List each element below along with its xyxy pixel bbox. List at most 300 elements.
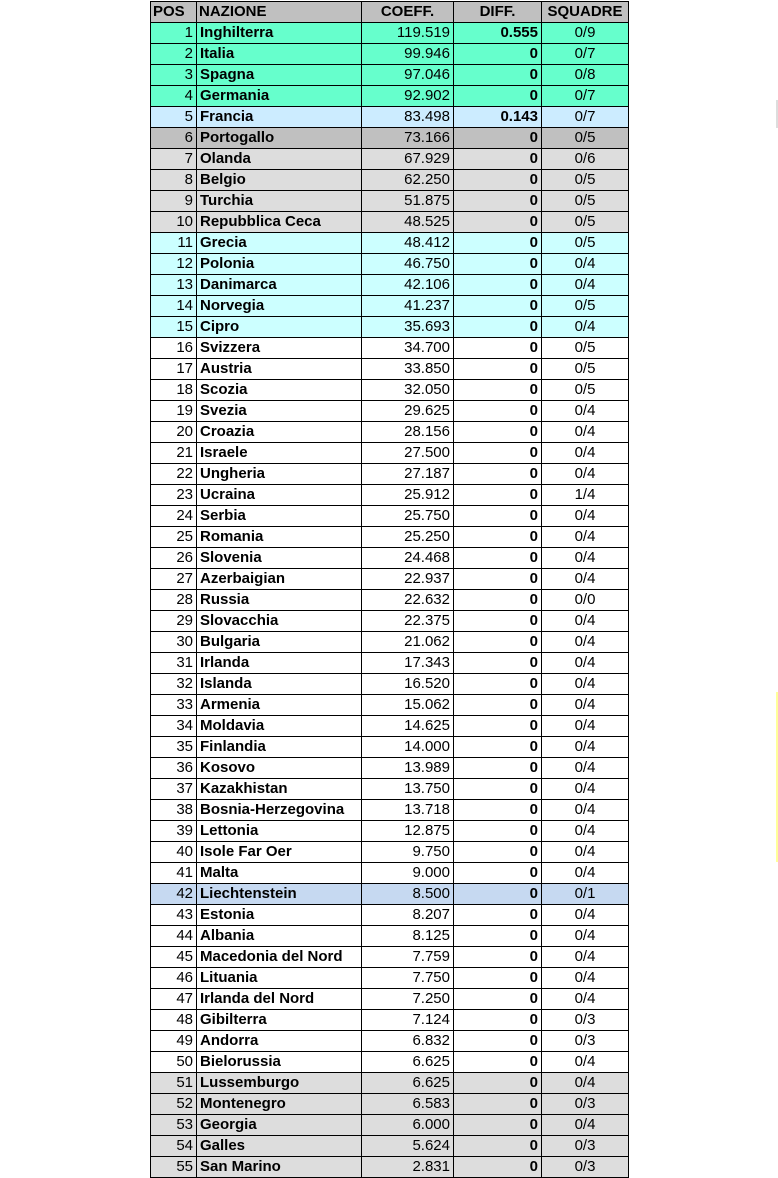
cell-nation: Gibilterra	[197, 1010, 362, 1031]
cell-diff: 0	[454, 1010, 542, 1031]
cell-diff: 0	[454, 548, 542, 569]
cell-nation: Norvegia	[197, 296, 362, 317]
cell-pos: 23	[151, 485, 197, 506]
cell-pos: 21	[151, 443, 197, 464]
cell-teams: 1/4	[542, 485, 629, 506]
cell-pos: 41	[151, 863, 197, 884]
cell-diff: 0	[454, 1031, 542, 1052]
cell-coeff: 6.583	[362, 1094, 454, 1115]
cell-teams: 0/4	[542, 401, 629, 422]
table-row	[151, 1157, 629, 1178]
table-row	[151, 1094, 629, 1115]
cell-diff: 0	[454, 1157, 542, 1178]
cell-teams: 0/4	[542, 443, 629, 464]
cell-diff: 0	[454, 884, 542, 905]
cell-nation: Kazakhistan	[197, 779, 362, 800]
cell-coeff: 8.125	[362, 926, 454, 947]
cell-nation: Andorra	[197, 1031, 362, 1052]
cell-coeff: 7.250	[362, 989, 454, 1010]
cell-nation: Danimarca	[197, 275, 362, 296]
cell-coeff: 9.750	[362, 842, 454, 863]
cell-nation: Italia	[197, 44, 362, 65]
cell-coeff: 13.750	[362, 779, 454, 800]
cell-nation: Ucraina	[197, 485, 362, 506]
table-row	[151, 926, 629, 947]
cell-teams: 0/4	[542, 569, 629, 590]
cell-coeff: 6.625	[362, 1052, 454, 1073]
table-row	[151, 23, 629, 44]
cell-nation: Islanda	[197, 674, 362, 695]
cell-diff: 0	[454, 170, 542, 191]
cell-teams: 0/4	[542, 464, 629, 485]
cell-nation: Macedonia del Nord	[197, 947, 362, 968]
cell-nation: Croazia	[197, 422, 362, 443]
cell-coeff: 6.000	[362, 1115, 454, 1136]
cell-coeff: 48.525	[362, 212, 454, 233]
cell-teams: 0/4	[542, 968, 629, 989]
cell-pos: 26	[151, 548, 197, 569]
cell-pos: 39	[151, 821, 197, 842]
cell-pos: 43	[151, 905, 197, 926]
cell-pos: 9	[151, 191, 197, 212]
cell-teams: 0/4	[542, 611, 629, 632]
cell-nation: Svezia	[197, 401, 362, 422]
header-diff: DIFF.	[454, 2, 542, 23]
table-row	[151, 212, 629, 233]
header-row	[151, 2, 629, 23]
cell-teams: 0/5	[542, 233, 629, 254]
table-row	[151, 506, 629, 527]
cell-coeff: 22.632	[362, 590, 454, 611]
cell-teams: 0/3	[542, 1031, 629, 1052]
cell-teams: 0/6	[542, 149, 629, 170]
cell-diff: 0	[454, 1115, 542, 1136]
table-row	[151, 86, 629, 107]
cell-diff: 0	[454, 968, 542, 989]
cell-coeff: 42.106	[362, 275, 454, 296]
cell-pos: 40	[151, 842, 197, 863]
table-row	[151, 233, 629, 254]
cell-teams: 0/4	[542, 947, 629, 968]
cell-coeff: 28.156	[362, 422, 454, 443]
cell-pos: 45	[151, 947, 197, 968]
cell-diff: 0.555	[454, 23, 542, 44]
cell-diff: 0	[454, 506, 542, 527]
cell-teams: 0/5	[542, 380, 629, 401]
cell-pos: 51	[151, 1073, 197, 1094]
cell-teams: 0/4	[542, 317, 629, 338]
cell-diff: 0	[454, 695, 542, 716]
cell-teams: 0/5	[542, 359, 629, 380]
cell-pos: 3	[151, 65, 197, 86]
table-row	[151, 821, 629, 842]
ranking-table	[150, 1, 629, 1178]
cell-diff: 0	[454, 149, 542, 170]
cell-coeff: 16.520	[362, 674, 454, 695]
cell-diff: 0	[454, 1136, 542, 1157]
table-row	[151, 401, 629, 422]
cell-teams: 0/4	[542, 1073, 629, 1094]
table-row	[151, 1052, 629, 1073]
table-row	[151, 674, 629, 695]
cell-nation: Lettonia	[197, 821, 362, 842]
cell-pos: 52	[151, 1094, 197, 1115]
cell-teams: 0/4	[542, 674, 629, 695]
cell-teams: 0/4	[542, 821, 629, 842]
cell-coeff: 32.050	[362, 380, 454, 401]
cell-diff: 0	[454, 191, 542, 212]
cell-diff: 0	[454, 296, 542, 317]
cell-diff: 0	[454, 1073, 542, 1094]
cell-pos: 17	[151, 359, 197, 380]
table-row	[151, 296, 629, 317]
table-row	[151, 464, 629, 485]
cell-diff: 0	[454, 401, 542, 422]
cell-coeff: 22.375	[362, 611, 454, 632]
cell-teams: 0/5	[542, 191, 629, 212]
cell-teams: 0/4	[542, 905, 629, 926]
cell-teams: 0/7	[542, 107, 629, 128]
cell-diff: 0	[454, 380, 542, 401]
cell-pos: 48	[151, 1010, 197, 1031]
cell-diff: 0	[454, 779, 542, 800]
cell-pos: 53	[151, 1115, 197, 1136]
cell-coeff: 48.412	[362, 233, 454, 254]
cell-pos: 18	[151, 380, 197, 401]
cell-pos: 54	[151, 1136, 197, 1157]
cell-diff: 0	[454, 758, 542, 779]
cell-pos: 32	[151, 674, 197, 695]
cell-pos: 37	[151, 779, 197, 800]
cell-nation: Russia	[197, 590, 362, 611]
cell-pos: 19	[151, 401, 197, 422]
table-row	[151, 107, 629, 128]
cell-coeff: 51.875	[362, 191, 454, 212]
cell-pos: 11	[151, 233, 197, 254]
cell-pos: 13	[151, 275, 197, 296]
cell-pos: 35	[151, 737, 197, 758]
cell-pos: 1	[151, 23, 197, 44]
cell-coeff: 7.750	[362, 968, 454, 989]
table-row	[151, 1073, 629, 1094]
cell-nation: Montenegro	[197, 1094, 362, 1115]
cell-nation: Polonia	[197, 254, 362, 275]
cell-diff: 0	[454, 1052, 542, 1073]
cell-coeff: 33.850	[362, 359, 454, 380]
table-row	[151, 338, 629, 359]
cell-coeff: 21.062	[362, 632, 454, 653]
cell-pos: 16	[151, 338, 197, 359]
cell-coeff: 2.831	[362, 1157, 454, 1178]
cell-teams: 0/4	[542, 275, 629, 296]
cell-nation: Olanda	[197, 149, 362, 170]
cell-nation: Lussemburgo	[197, 1073, 362, 1094]
cell-teams: 0/3	[542, 1010, 629, 1031]
cell-coeff: 27.187	[362, 464, 454, 485]
cell-diff: 0	[454, 821, 542, 842]
table-row	[151, 1136, 629, 1157]
cell-nation: Romania	[197, 527, 362, 548]
cell-coeff: 34.700	[362, 338, 454, 359]
table-row	[151, 1115, 629, 1136]
cell-teams: 0/4	[542, 527, 629, 548]
cell-teams: 0/7	[542, 44, 629, 65]
table-row	[151, 989, 629, 1010]
table-row	[151, 1010, 629, 1031]
cell-diff: 0	[454, 86, 542, 107]
cell-coeff: 119.519	[362, 23, 454, 44]
cell-teams: 0/4	[542, 1115, 629, 1136]
cell-diff: 0	[454, 233, 542, 254]
cell-nation: Svizzera	[197, 338, 362, 359]
table-row	[151, 611, 629, 632]
cell-diff: 0	[454, 359, 542, 380]
cell-pos: 36	[151, 758, 197, 779]
cell-coeff: 92.902	[362, 86, 454, 107]
cell-teams: 0/4	[542, 632, 629, 653]
cell-pos: 10	[151, 212, 197, 233]
cell-diff: 0	[454, 842, 542, 863]
cell-pos: 4	[151, 86, 197, 107]
cell-nation: Ungheria	[197, 464, 362, 485]
header-nation: NAZIONE	[197, 2, 362, 23]
cell-nation: Finlandia	[197, 737, 362, 758]
table-row	[151, 884, 629, 905]
cell-nation: Bulgaria	[197, 632, 362, 653]
table-row	[151, 779, 629, 800]
cell-nation: Slovacchia	[197, 611, 362, 632]
table-row	[151, 632, 629, 653]
cell-teams: 0/4	[542, 422, 629, 443]
cell-diff: 0	[454, 485, 542, 506]
cell-pos: 5	[151, 107, 197, 128]
cell-coeff: 24.468	[362, 548, 454, 569]
cell-coeff: 7.759	[362, 947, 454, 968]
header-pos: POS	[151, 2, 197, 23]
cell-nation: Irlanda	[197, 653, 362, 674]
cell-nation: Serbia	[197, 506, 362, 527]
cell-pos: 29	[151, 611, 197, 632]
cell-coeff: 15.062	[362, 695, 454, 716]
table-row	[151, 548, 629, 569]
cell-coeff: 99.946	[362, 44, 454, 65]
cell-diff: 0	[454, 44, 542, 65]
table-row	[151, 863, 629, 884]
cell-pos: 46	[151, 968, 197, 989]
cell-teams: 0/0	[542, 590, 629, 611]
cell-pos: 42	[151, 884, 197, 905]
cell-nation: Georgia	[197, 1115, 362, 1136]
cell-nation: Albania	[197, 926, 362, 947]
cell-coeff: 62.250	[362, 170, 454, 191]
cell-diff: 0	[454, 674, 542, 695]
cell-diff: 0	[454, 275, 542, 296]
table-body	[151, 23, 629, 1178]
cell-diff: 0	[454, 254, 542, 275]
cell-nation: Moldavia	[197, 716, 362, 737]
cell-teams: 0/4	[542, 548, 629, 569]
cell-nation: Isole Far Oer	[197, 842, 362, 863]
table-row	[151, 65, 629, 86]
cell-diff: 0	[454, 212, 542, 233]
cell-teams: 0/4	[542, 506, 629, 527]
cell-nation: Repubblica Ceca	[197, 212, 362, 233]
cell-pos: 8	[151, 170, 197, 191]
cell-diff: 0	[454, 65, 542, 86]
table-row	[151, 149, 629, 170]
cell-teams: 0/4	[542, 863, 629, 884]
cell-nation: Galles	[197, 1136, 362, 1157]
cell-diff: 0	[454, 989, 542, 1010]
cell-diff: 0	[454, 422, 542, 443]
header-teams: SQUADRE	[542, 2, 629, 23]
table-row	[151, 527, 629, 548]
cell-coeff: 9.000	[362, 863, 454, 884]
cell-pos: 30	[151, 632, 197, 653]
cell-nation: Grecia	[197, 233, 362, 254]
header-coeff: COEFF.	[362, 2, 454, 23]
cell-coeff: 12.875	[362, 821, 454, 842]
cell-pos: 20	[151, 422, 197, 443]
table-row	[151, 380, 629, 401]
cell-nation: Israele	[197, 443, 362, 464]
cell-nation: Inghilterra	[197, 23, 362, 44]
cell-pos: 33	[151, 695, 197, 716]
cell-nation: Bielorussia	[197, 1052, 362, 1073]
table-row	[151, 695, 629, 716]
cell-pos: 50	[151, 1052, 197, 1073]
cell-teams: 0/4	[542, 989, 629, 1010]
table-row	[151, 170, 629, 191]
cell-diff: 0	[454, 716, 542, 737]
cell-diff: 0	[454, 905, 542, 926]
cell-pos: 28	[151, 590, 197, 611]
table-row	[151, 716, 629, 737]
cell-diff: 0	[454, 590, 542, 611]
table-row	[151, 443, 629, 464]
table-row	[151, 800, 629, 821]
cell-nation: Slovenia	[197, 548, 362, 569]
cell-coeff: 5.624	[362, 1136, 454, 1157]
cell-nation: Lituania	[197, 968, 362, 989]
table-row	[151, 842, 629, 863]
cell-coeff: 46.750	[362, 254, 454, 275]
cell-pos: 24	[151, 506, 197, 527]
table-row	[151, 737, 629, 758]
table-row	[151, 1031, 629, 1052]
cell-coeff: 14.625	[362, 716, 454, 737]
cell-diff: 0	[454, 527, 542, 548]
cell-teams: 0/3	[542, 1136, 629, 1157]
cell-pos: 55	[151, 1157, 197, 1178]
cell-teams: 0/5	[542, 170, 629, 191]
cell-diff: 0	[454, 464, 542, 485]
cell-pos: 27	[151, 569, 197, 590]
cell-diff: 0	[454, 632, 542, 653]
cell-pos: 22	[151, 464, 197, 485]
table-row	[151, 422, 629, 443]
cell-coeff: 17.343	[362, 653, 454, 674]
table-row	[151, 947, 629, 968]
cell-diff: 0	[454, 443, 542, 464]
cell-pos: 15	[151, 317, 197, 338]
cell-nation: Belgio	[197, 170, 362, 191]
cell-pos: 7	[151, 149, 197, 170]
cell-nation: Cipro	[197, 317, 362, 338]
cell-teams: 0/4	[542, 842, 629, 863]
cell-teams: 0/1	[542, 884, 629, 905]
cell-nation: Scozia	[197, 380, 362, 401]
cell-nation: Turchia	[197, 191, 362, 212]
cell-nation: Estonia	[197, 905, 362, 926]
cell-teams: 0/9	[542, 23, 629, 44]
cell-coeff: 6.625	[362, 1073, 454, 1094]
cell-diff: 0	[454, 947, 542, 968]
cell-diff: 0	[454, 1094, 542, 1115]
cell-nation: Bosnia-Herzegovina	[197, 800, 362, 821]
cell-teams: 0/5	[542, 212, 629, 233]
cell-teams: 0/7	[542, 86, 629, 107]
cell-coeff: 14.000	[362, 737, 454, 758]
cell-teams: 0/4	[542, 737, 629, 758]
cell-nation: Liechtenstein	[197, 884, 362, 905]
cell-diff: 0	[454, 926, 542, 947]
cell-coeff: 41.237	[362, 296, 454, 317]
cell-coeff: 83.498	[362, 107, 454, 128]
cell-coeff: 25.750	[362, 506, 454, 527]
cell-pos: 34	[151, 716, 197, 737]
cell-teams: 0/4	[542, 1052, 629, 1073]
cell-teams: 0/4	[542, 758, 629, 779]
cell-teams: 0/3	[542, 1157, 629, 1178]
table-row	[151, 653, 629, 674]
table-row	[151, 191, 629, 212]
cell-pos: 2	[151, 44, 197, 65]
cell-nation: Armenia	[197, 695, 362, 716]
cell-teams: 0/4	[542, 800, 629, 821]
cell-diff: 0	[454, 737, 542, 758]
cell-nation: Spagna	[197, 65, 362, 86]
cell-coeff: 8.207	[362, 905, 454, 926]
cell-diff: 0	[454, 338, 542, 359]
cell-nation: Kosovo	[197, 758, 362, 779]
cell-diff: 0	[454, 128, 542, 149]
cell-nation: Malta	[197, 863, 362, 884]
cell-coeff: 25.912	[362, 485, 454, 506]
table-row	[151, 905, 629, 926]
cell-pos: 12	[151, 254, 197, 275]
cell-diff: 0	[454, 611, 542, 632]
cell-coeff: 8.500	[362, 884, 454, 905]
cell-coeff: 67.929	[362, 149, 454, 170]
table-row	[151, 359, 629, 380]
cell-teams: 0/5	[542, 296, 629, 317]
cell-coeff: 73.166	[362, 128, 454, 149]
cell-diff: 0.143	[454, 107, 542, 128]
cell-nation: Azerbaigian	[197, 569, 362, 590]
cell-nation: San Marino	[197, 1157, 362, 1178]
table-row	[151, 968, 629, 989]
cell-teams: 0/4	[542, 695, 629, 716]
cell-pos: 44	[151, 926, 197, 947]
cell-pos: 25	[151, 527, 197, 548]
cell-coeff: 29.625	[362, 401, 454, 422]
cell-pos: 14	[151, 296, 197, 317]
cell-teams: 0/4	[542, 716, 629, 737]
cell-coeff: 22.937	[362, 569, 454, 590]
table-row	[151, 44, 629, 65]
cell-coeff: 97.046	[362, 65, 454, 86]
